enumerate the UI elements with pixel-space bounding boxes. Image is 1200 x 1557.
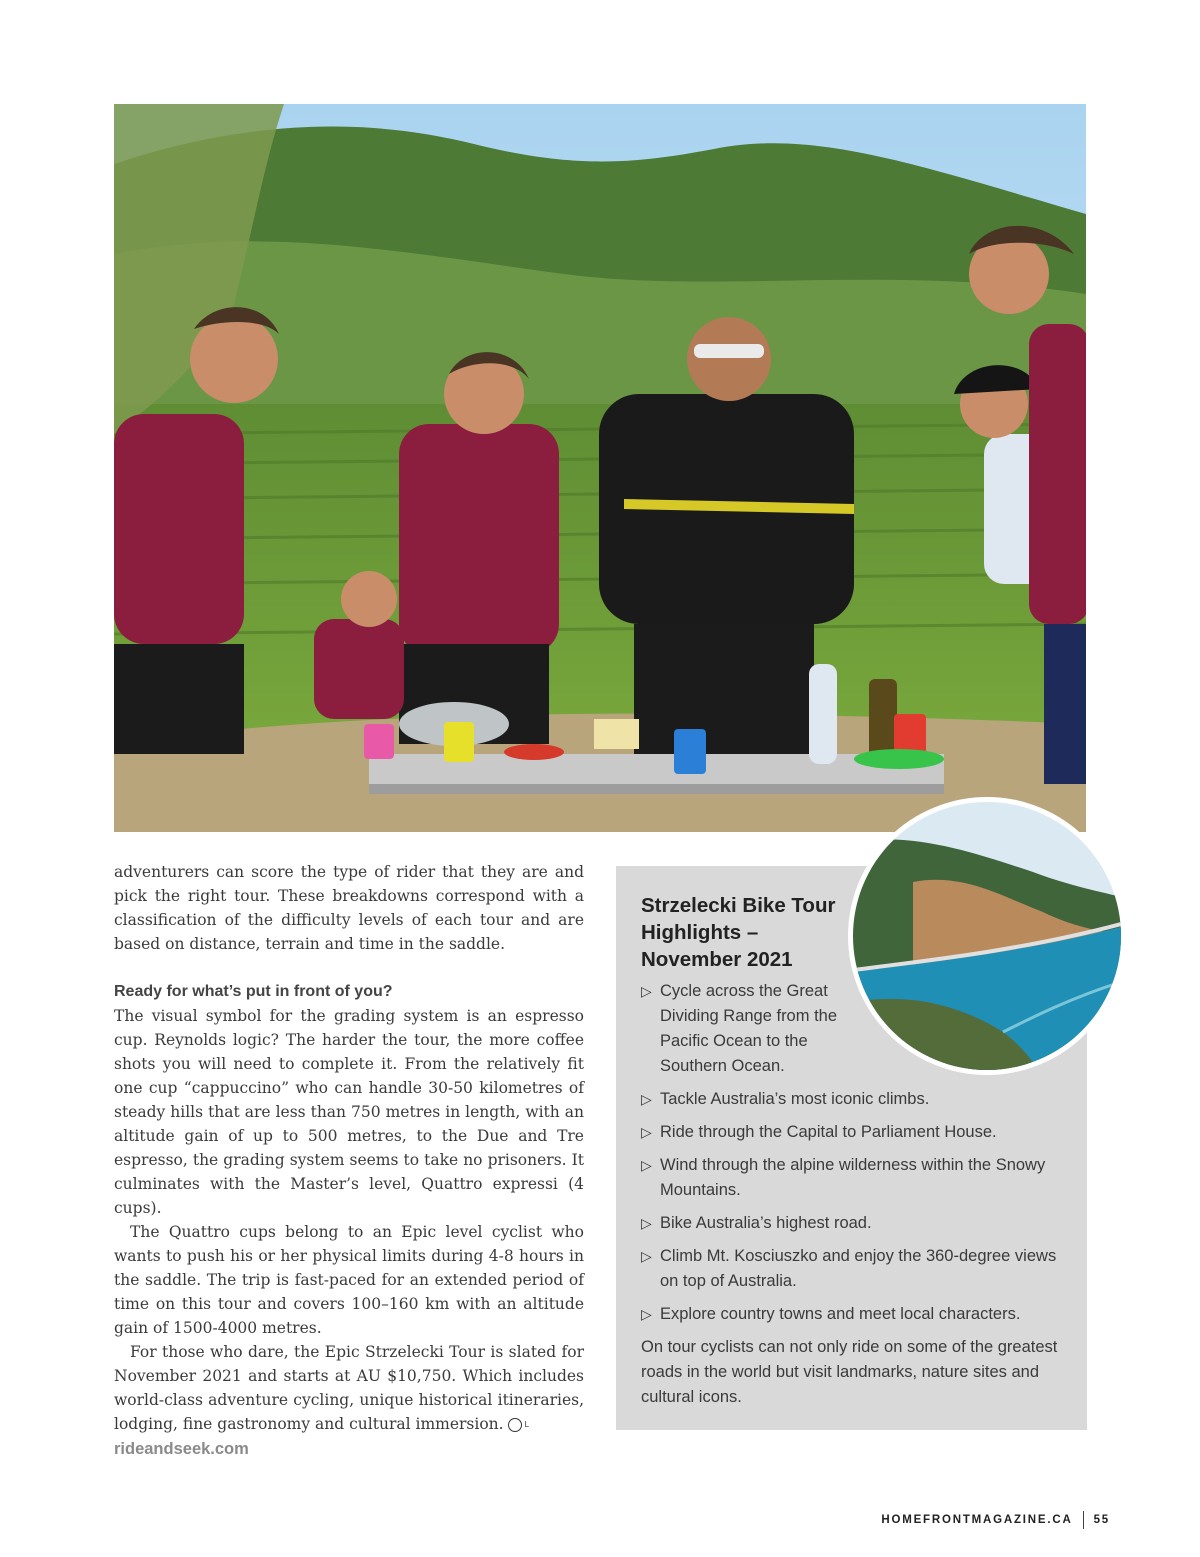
article-paragraph: The visual symbol for the grading system is an espresso cup. Reynolds logic? The harder the tour, the more coffee shots you will need to complete it. From the relatively fit one cup “cappuccino” who can handle 30-50 kilometres of steady hills that are less than 750 metres in length, with an altitude gain of up to 500 metres, to the Due and Tre espresso, the grading system seems to take no prisoners. It culminates with the Master’s level, Quattro expressi (4 cups).: [114, 1007, 584, 1217]
article-subhead: Ready for what’s put in front of you?: [114, 983, 393, 1000]
page-footer: [881, 1511, 1110, 1529]
triangle-bullet-icon: ▷: [641, 1157, 652, 1173]
sea-cliff-bridge-illustration: [853, 802, 1121, 1070]
sidebar-closing-paragraph: On tour cyclists can not only ride on some of the greatest roads in the world but visit landmarks, nature sites and cultural icons.: [641, 1338, 1058, 1406]
article-paragraph: The Quattro cups belong to an Epic level cyclist who wants to push his or her physical limits during 4-8 hours in the saddle. The trip is fast-paced for an extended period of time on this tour and covers 100–160 km with an altitude gain of 1500-4000 metres.: [114, 1223, 584, 1337]
article-paragraph-final: [114, 1340, 584, 1436]
triangle-bullet-icon: ▷: [641, 1215, 652, 1231]
triangle-bullet-icon: ▷: [641, 1124, 652, 1140]
cyclists-picnic-illustration: [114, 104, 1086, 832]
footer-divider: [1083, 1511, 1084, 1529]
triangle-bullet-icon: ▷: [641, 1248, 652, 1264]
list-item: ▷ Explore country towns and meet local characters.: [641, 1302, 1061, 1327]
article-paragraph: adventurers can score the type of rider that they are and pick the right tour. These breakdowns correspond with a classification of the difficulty levels of each tour and are based on distance, terrain and time in the saddle.: [114, 863, 584, 953]
website-link[interactable]: rideandseek.com: [114, 1440, 249, 1458]
end-of-article-icon: L: [508, 1418, 522, 1432]
footer-site: HOMEFRONTMAGAZINE.CA: [881, 1514, 1073, 1526]
coastal-road-photo: [853, 802, 1121, 1070]
list-item: ▷ Wind through the alpine wilderness within the Snowy Mountains.: [641, 1153, 1061, 1203]
list-item: ▷ Climb Mt. Kosciuszko and enjoy the 360-degree views on top of Australia.: [641, 1244, 1061, 1294]
page-number: 55: [1093, 1514, 1110, 1526]
sidebar-title: Strzelecki Bike Tour Highlights – November 2021: [641, 894, 836, 971]
triangle-bullet-icon: ▷: [641, 1091, 652, 1107]
article-body: [114, 860, 584, 1462]
article-paragraph-text: For those who dare, the Epic Strzelecki Tour is slated for November 2021 and starts at AU $10,750. Which includes world-class adventure cycling, unique historical itineraries, lodging, fine gastronomy and cultural immersion.: [114, 1343, 584, 1433]
list-item: ▷ Cycle across the Great Dividing Range from the Pacific Ocean to the Southern Ocean.: [641, 979, 865, 1079]
list-item: ▷ Ride through the Capital to Parliament House.: [641, 1120, 1061, 1145]
triangle-bullet-icon: ▷: [641, 1306, 652, 1322]
list-item: ▷ Tackle Australia’s most iconic climbs.: [641, 1087, 1061, 1112]
hero-photo: [114, 104, 1086, 832]
triangle-bullet-icon: ▷: [641, 983, 652, 999]
list-item: ▷ Bike Australia’s highest road.: [641, 1211, 1061, 1236]
